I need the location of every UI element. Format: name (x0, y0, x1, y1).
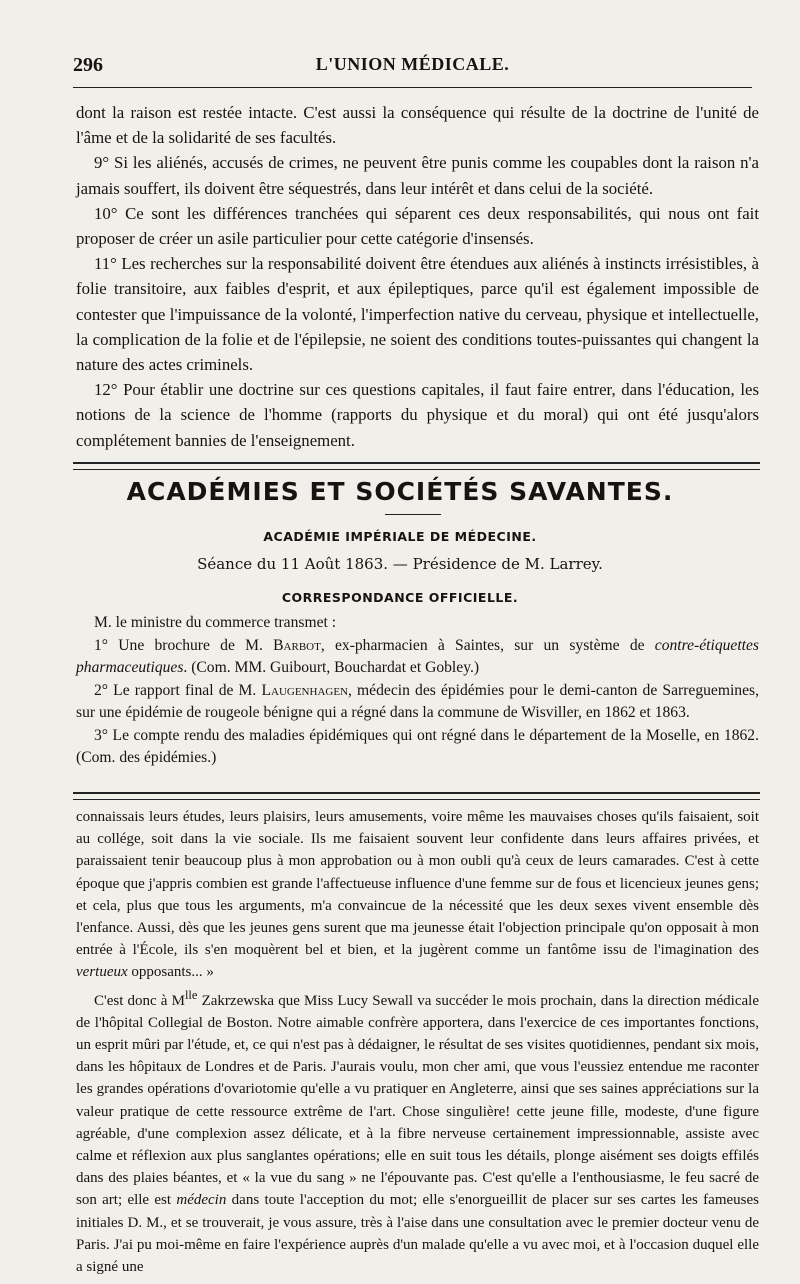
header-rule (73, 87, 752, 88)
paragraph: M. le ministre du commerce transmet : (94, 614, 337, 631)
list-item: 2° Le rapport final de M. Laugenhagen, médecin des épidémies pour le demi-canton de Sarreguemines, sur une épidémie de rougeole bénigne qui a régné dans la commune de Wisviller, en 1862 et 1863. (76, 681, 759, 721)
page-number: 296 (73, 54, 103, 76)
correspondence-heading: CORRESPONDANCE OFFICIELLE. (281, 590, 519, 605)
paragraph: connaissais leurs études, leurs plaisirs, leurs amusements, voire même les mauvaises choses qu'ils faisaient, soit au collége, soit dans la vie sociale. Ils me faisaient souvent leur confidente dans leurs affaires privées, et paraissaient tenir beaucoup plus à mon approbation ou à mon oubli qu'à ceux de leurs camarades. C'est à cette époque que j'appris combien est grande l'affectueuse influence d'une femme sur de fous et licencieux jeunes gens; et cela, plus que tous les arguments, m'a convaincue de la nécessité que les deux sexes vivent ensemble dès l'enfance. Aussi, dès que les jeunes gens surent que ma jeunesse était l'objection principale qu'on opposait à mon entrée à l'École, ils s'en moquèrent bel et bien, et la jugèrent comme un fantôme issu de l'imagination des vertueux opposants... » (76, 809, 759, 981)
emphasis: contre-étiquettes pharmaceutiques (76, 636, 760, 676)
section-subtitle: ACADÉMIE IMPÉRIALE DE MÉDECINE. (263, 529, 537, 544)
paragraph: 9° Si les aliénés, accusés de crimes, ne peuvent être punis comme les coupables dont la raison n'a jamais souffert, ils doivent être séquestrés, dans leur intérêt et dans celui de la société. (76, 153, 759, 198)
list-item: 3° Le compte rendu des maladies épidémiques qui ont régné dans le département de la Moselle, en 1862. (Com. des épidémies.) (76, 726, 759, 766)
person-name: Laugenhagen (261, 681, 348, 699)
person-name: Barbot (273, 636, 321, 654)
section-divider (73, 462, 760, 470)
emphasis: médecin (176, 1192, 227, 1209)
paragraph: 11° Les recherches sur la responsabilité doivent être étendues aux aliénés à instincts irrésistibles, à folie transitoire, aux faibles d'esprit, et aux épileptiques, parce qu'il est également impossible de contester que l'impuissance de la volonté, l'imperfection native du cerveau, physique et intellectuelle, la complication de la folie et de l'épilepsie, ne soient des conditions toutes-puissantes qui changent la nature des actes criminels. (76, 254, 759, 375)
feuilleton-text (76, 806, 759, 1278)
paragraph: 12° Pour établir une doctrine sur ces questions capitales, il faut faire entrer, dans l'éducation, les notions de la science de l'homme (rapports du physique et du moral) qui ont été jusqu'alors complétement bannies de l'enseignement. (76, 380, 759, 450)
paragraph: dont la raison est restée intacte. C'est aussi la conséquence qui résulte de la doctrine de l'unité de l'âme et de la solidarité de ses facultés. (76, 103, 759, 148)
session-line: Séance du 11 Août 1863. — Présidence de M. Larrey. (197, 555, 603, 573)
running-title: L'UNION MÉDICALE. (315, 54, 510, 74)
numbered-conclusions (76, 100, 759, 453)
paragraph: 10° Ce sont les différences tranchées qui séparent ces deux responsabilités, qui nous ont fait proposer de créer un asile particulier pour cette catégorie d'insensés. (76, 203, 759, 249)
section-title: ACADÉMIES ET SOCIÉTÉS SAVANTES. (126, 477, 674, 506)
section-divider (73, 792, 760, 800)
title-rule (385, 514, 441, 515)
list-item: 1° Une brochure de M. Barbot, ex-pharmacien à Saintes, sur un système de contre-étiquettes pharmaceutiques. (Com. MM. Guibourt, Bouchardat et Gobley.) (76, 636, 760, 676)
page-header (73, 50, 752, 80)
paragraph: C'est donc à $M^{lle}$ Zakrzewska que Miss Lucy Sewall va succéder le mois prochain, dans la direction médicale de l'hôpital Collegial de Boston. Notre aimable confrère apportera, dans l'exercice de ces importantes fonctions, un esprit mûri par l'étude, et, ce qui n'est pas à dédaigner, le résultat de ses visites quotidiennes, pendant six mois, dans les hôpitaux de Londres et de Paris. J'aurais voulu, mon cher ami, que vous l'eussiez entendue me raconter les grandes opérations d'ovariotomie qu'elle a vu pratiquer en Angleterre, ainsi que ses saines appréciations sur la valeur pratique de cette ressource extrême de l'art. Chose singulière! cette jeune fille, modeste, d'une figure agréable, d'une complexion assez délicate, et à la fibre nerveuse certainement impressionnable, assiste avec calme et réflexion aux plus sanglantes opérations; elle en suit tous les détails, plonge aisément ses doigts effilés dans des plaies béantes, et « la vue du sang » ne l'épouvante pas. C'est qu'elle a l'enthousiasme, le feu sacré de son art; elle est médecin dans toute l'acception du mot; elle s'enorgueillit de placer sur ses cartes les fameuses initiales D. M., et se trouverait, je vous assure, très à l'aise dans une consultation avec le premier docteur venu de Paris. J'ai pu moi-même en faire l'expérience auprès d'un malade qu'elle a vu avec moi, et à l'occasion duquel elle a signé une (76, 987, 759, 1276)
correspondence-list (76, 612, 759, 770)
emphasis: vertueux (76, 964, 128, 981)
